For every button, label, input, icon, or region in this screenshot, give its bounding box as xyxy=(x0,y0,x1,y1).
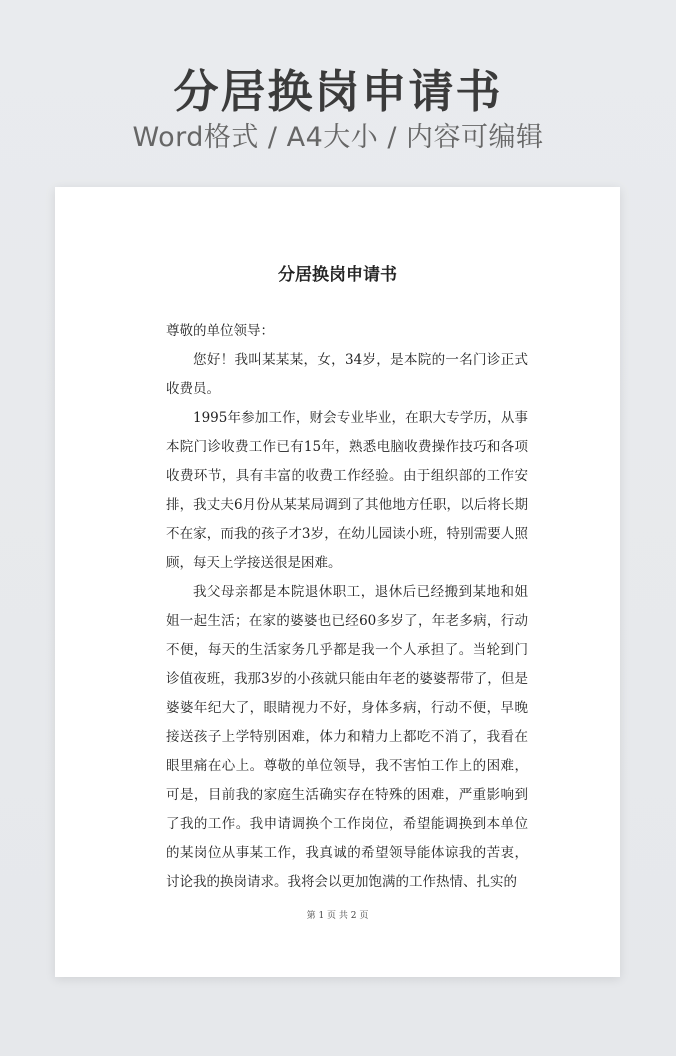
paragraph-work-background: 1995年参加工作，财会专业毕业，在职大专学历，从事本院门诊收费工作已有15年，熟悉电脑收费操作技巧和各项收费环节，具有丰富的收费工作经验。由于组织部的工作安排，我丈夫6月份从某某局调到了其他地方任职，以后将长期不在家，而我的孩子才3岁，在幼儿园读小班，特别需要人照顾，每天上学接送很是困难。 xyxy=(166,410,528,571)
page-number: 第 1 页 共 2 页 xyxy=(306,911,369,921)
document-body xyxy=(166,317,528,897)
salutation: 尊敬的单位领导： xyxy=(166,323,274,339)
banner-title: 分居换岗申请书 xyxy=(173,65,503,118)
paragraph-introduction: 您好！我叫某某某，女，34岁，是本院的一名门诊正式收费员。 xyxy=(166,352,528,397)
paragraph-family-situation: 我父母亲都是本院退休职工，退休后已经搬到某地和姐姐一起生活；在家的婆婆也已经60多岁了，年老多病，行动不便，每天的生活家务几乎都是我一个人承担了。当轮到门诊值夜班，我那3岁的小孩就只能由年老的婆婆帮带了，但是婆婆年纪大了，眼睛视力不好，身体多病，行动不便，早晚接送孩子上学特别困难，体力和精力上都吃不消了，我看在眼里痛在心上。尊敬的单位领导，我不害怕工作上的困难，可是，目前我的家庭生活确实存在特殊的困难，严重影响到了我的工作。我申请调换个工作岗位，希望能调换到本单位的某岗位从事某工作，我真诚的希望领导能体谅我的苦衷，讨论我的换岗请求。我将会以更加饱满的工作热情、扎实的 xyxy=(166,584,528,890)
document-title: 分居换岗申请书 xyxy=(278,265,397,285)
document-page xyxy=(55,187,620,977)
banner-subtitle: Word格式 / A4大小 / 内容可编辑 xyxy=(132,122,544,153)
